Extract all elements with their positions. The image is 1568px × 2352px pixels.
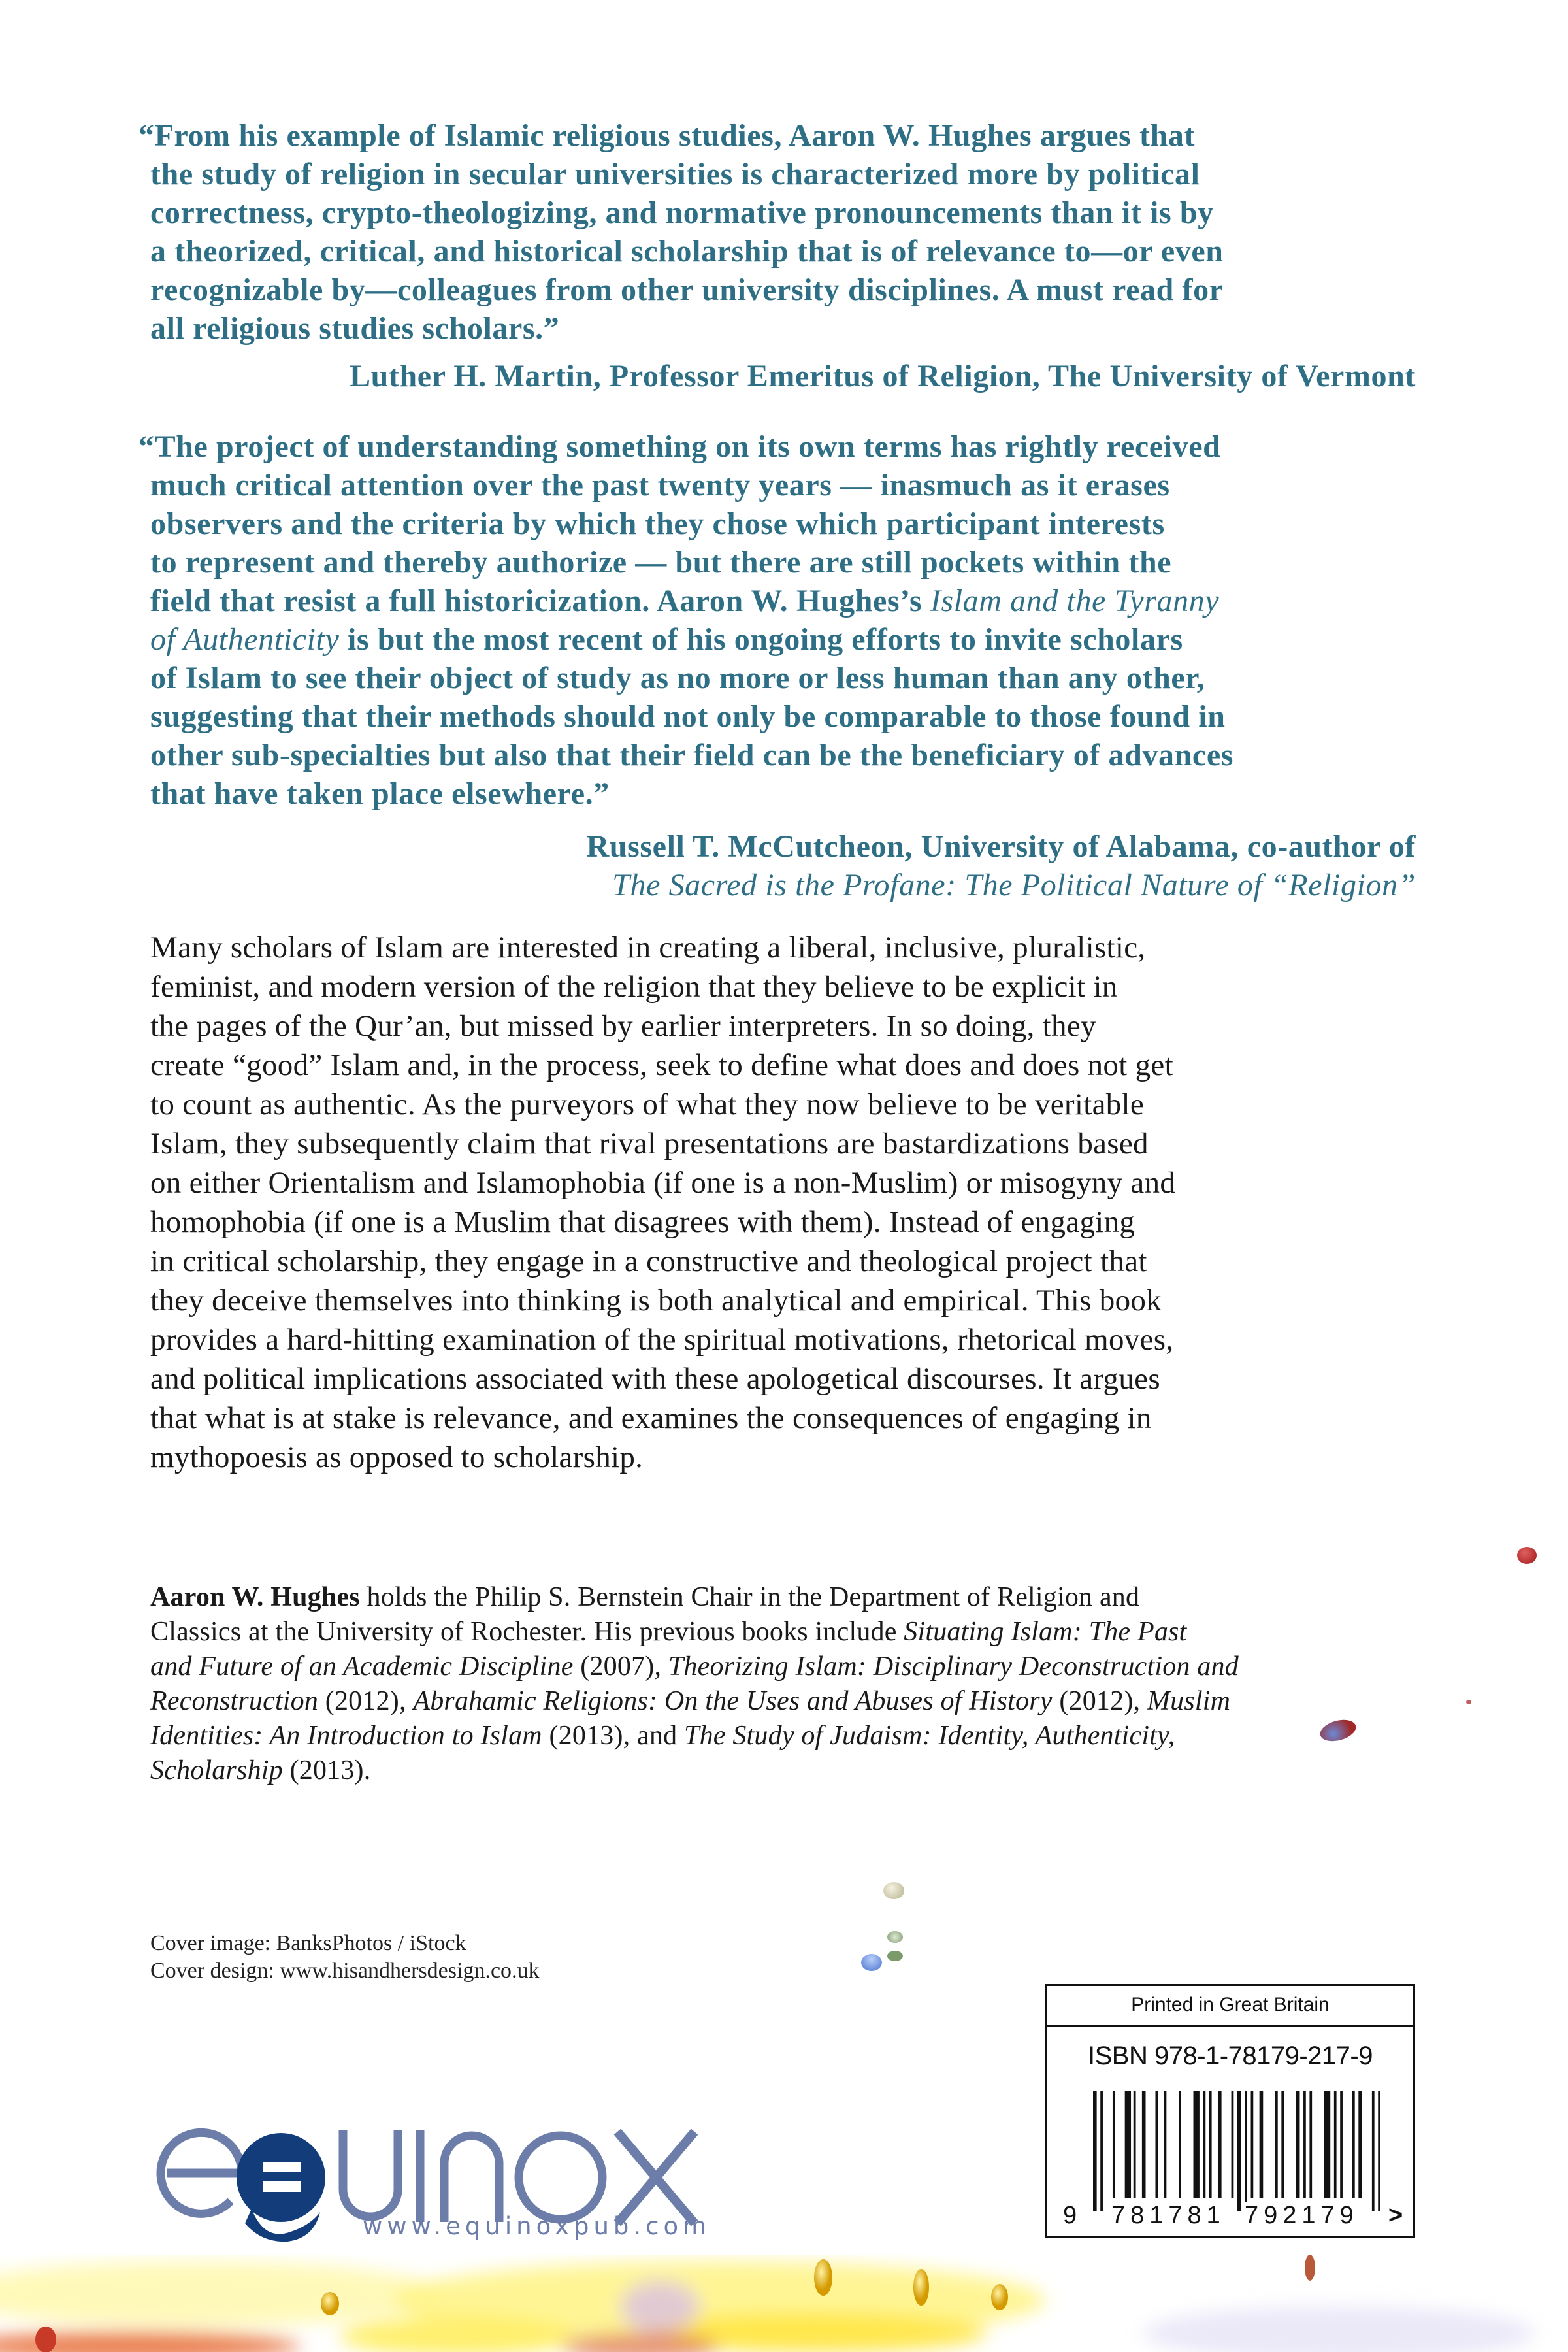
description-line: provides a hard-hitting examination of the spiritual motivations, rhetorical moves,: [150, 1323, 1174, 1357]
quote-line: correctness, crypto-theologizing, and normative pronouncements than it is by: [150, 195, 1214, 230]
bio-text: (2012),: [1052, 1686, 1147, 1716]
bio-text: holds the Philip S. Bernstein Chair in the Department of Religion and: [359, 1582, 1140, 1612]
bio-line: [150, 1580, 1139, 1615]
barcode-digits-right: 792179: [1245, 2202, 1359, 2229]
barcode-bar: [1164, 2091, 1167, 2198]
bio-line: [150, 1753, 370, 1788]
book-title: Scholarship: [150, 1755, 283, 1785]
barcode-bar: [1203, 2091, 1206, 2198]
barcode-bar: [1232, 2091, 1234, 2198]
quote-line: observers and the criteria by which they chose which participant interests: [150, 506, 1165, 541]
barcode-bar: [1378, 2091, 1380, 2211]
book-title: Abrahamic Religions: On the Uses and Abuses of History: [413, 1686, 1053, 1716]
quote-line: much critical attention over the past twenty years — inasmuch as it erases: [150, 468, 1170, 503]
barcode-bar: [1093, 2091, 1097, 2211]
quote-line: to represent and thereby authorize — but there are still pockets within the: [150, 545, 1172, 580]
description-line: they deceive themselves into thinking is both analytical and empirical. This book: [150, 1284, 1162, 1317]
barcode-bar: [1372, 2091, 1375, 2211]
description-line: create “good” Islam and, in the process, seek to define what does and does not get: [150, 1048, 1173, 1082]
barcode-bar: [1100, 2091, 1103, 2211]
book-title: The Sacred is the Profane: The Political Nature of “Religion”: [612, 868, 1416, 903]
book-title: of Authenticity: [150, 622, 340, 657]
quiet-zone-mark: >: [1388, 2202, 1403, 2229]
barcode-bar: [1194, 2091, 1200, 2198]
barcode-bar: [1251, 2091, 1254, 2198]
book-title: Muslim: [1147, 1686, 1231, 1716]
barcode-digits-left: 781781: [1111, 2202, 1226, 2229]
quote-attribution-source: [612, 866, 1416, 904]
quote-line: the study of religion in secular universities is characterized more by political: [150, 157, 1200, 191]
barcode-bar: [1155, 2091, 1158, 2198]
cover-design-credit: Cover design: www.hisandhersdesign.co.uk: [150, 1959, 540, 1983]
barcode-bar: [1142, 2091, 1146, 2198]
barcode-lead-digit: 9: [1063, 2202, 1077, 2229]
quote-line: [150, 620, 1431, 659]
barcode-bar: [1275, 2091, 1278, 2198]
quote-text: field that resist a full historicization. Aaron W. Hughes’s: [150, 584, 930, 618]
quote-line: suggesting that their methods should not only be comparable to those found in: [150, 699, 1226, 734]
droplet-decoration: [887, 1951, 903, 1961]
description-line: that what is at stake is relevance, and examines the consequences of engaging in: [150, 1401, 1152, 1435]
description-line: the pages of the Qur’an, but missed by earlier interpreters. In so doing, they: [150, 1009, 1096, 1043]
barcode-bar: [1352, 2091, 1355, 2198]
barcode-bar: [1134, 2091, 1136, 2198]
book-title: and Future of an Academic Discipline: [150, 1651, 574, 1681]
barcode-bar: [1209, 2091, 1212, 2198]
quote-line: of Islam to see their object of study as no more or less human than any other,: [150, 661, 1205, 695]
bio-line: [150, 1615, 1186, 1649]
book-title: Identities: An Introduction to Islam: [150, 1721, 542, 1751]
quote-line: other sub-specialties but also that their field can be the beneficiary of advances: [150, 738, 1234, 772]
quote-attribution: Luther H. Martin, Professor Emeritus of Religion, The University of Vermont: [350, 359, 1416, 393]
barcode-bar: [1125, 2091, 1131, 2198]
droplet-decoration: [887, 1931, 903, 1943]
description-line: mythopoesis as opposed to scholarship.: [150, 1440, 644, 1474]
droplet-decoration: [1466, 1700, 1471, 1704]
cover-image-credit: Cover image: BanksPhotos / iStock: [150, 1931, 466, 1955]
book-title: The Study of Judaism: Identity, Authenticity,: [684, 1721, 1175, 1751]
logo-letter-e: [161, 2132, 242, 2213]
barcode-bar: [1113, 2091, 1115, 2198]
isbn-barcode-box: [1045, 1984, 1415, 2238]
quote-text: is but the most recent of his ongoing efforts to invite scholars: [339, 622, 1183, 657]
printed-in-label: Printed in Great Britain: [1047, 1986, 1413, 2027]
barcode-bar: [1303, 2091, 1306, 2198]
droplet-decoration: [1517, 1547, 1537, 1564]
logo-q-mark: [237, 2133, 325, 2222]
bio-line: [150, 1684, 1230, 1719]
droplet-decoration: [861, 1954, 882, 1971]
quote-attribution: Russell T. McCutcheon, University of Alabama, co-author of: [586, 829, 1416, 864]
description-line: in critical scholarship, they engage in a constructive and theological project that: [150, 1244, 1147, 1278]
bio-line: [150, 1649, 1239, 1684]
quote-line: that have taken place elsewhere.”: [150, 776, 610, 811]
description-line: Many scholars of Islam are interested in creating a liberal, inclusive, pluralistic,: [150, 931, 1146, 965]
book-title: Theorizing Islam: Disciplinary Deconstruction and: [668, 1651, 1239, 1681]
description-line: to count as authentic. As the purveyors of what they now believe to be veritable: [150, 1087, 1145, 1121]
quote-line: recognizable by—colleagues from other university disciplines. A must read for: [150, 273, 1224, 307]
barcode-icon: [1093, 2091, 1380, 2211]
quote-line: all religious studies scholars.”: [150, 311, 560, 346]
barcode-bar: [1237, 2091, 1241, 2211]
description-line: Islam, they subsequently claim that rival presentations are bastardizations based: [150, 1127, 1149, 1161]
bio-text: (2012),: [318, 1686, 414, 1716]
barcode-bar: [1260, 2091, 1264, 2198]
description-line: feminist, and modern version of the religion that they believe to be explicit in: [150, 970, 1118, 1004]
publisher-url[interactable]: www.equinoxpub.com: [363, 2212, 711, 2240]
barcode-bar: [1179, 2091, 1181, 2198]
barcode-bar: [1245, 2091, 1247, 2211]
isbn-number: ISBN 978-1-78179-217-9: [1088, 2042, 1373, 2070]
quote-line: “From his example of Islamic religious studies, Aaron W. Hughes argues that: [139, 118, 1196, 153]
description-line: homophobia (if one is a Muslim that disagrees with them). Instead of engaging: [150, 1205, 1135, 1239]
book-title: Situating Islam: The Past: [904, 1617, 1187, 1647]
barcode-bar: [1324, 2091, 1330, 2198]
book-title: Reconstruction: [150, 1686, 319, 1716]
bio-text: (2007),: [573, 1651, 668, 1681]
barcode-bar: [1340, 2091, 1343, 2198]
bio-text: (2013), and: [542, 1721, 685, 1751]
barcode-bar: [1296, 2091, 1300, 2198]
author-name: Aaron W. Hughes: [150, 1582, 360, 1612]
description-line: and political implications associated with these apologetical discourses. It argues: [150, 1362, 1160, 1396]
quote-line: [150, 582, 1431, 620]
description-line: on either Orientalism and Islamophobia (if one is a non-Muslim) or misogyny and: [150, 1166, 1176, 1200]
barcode-bar: [1309, 2091, 1312, 2198]
bio-line: [150, 1719, 1175, 1753]
bio-text: Classics at the University of Rochester. His previous books include: [150, 1617, 904, 1647]
barcode-bar: [1218, 2091, 1222, 2198]
barcode-bar: [1358, 2091, 1362, 2198]
book-title: Islam and the Tyranny: [930, 584, 1220, 618]
droplet-decoration: [883, 1882, 904, 1899]
quote-line: a theorized, critical, and historical scholarship that is of relevance to—or even: [150, 234, 1224, 269]
barcode-bar: [1281, 2091, 1284, 2198]
quote-line: “The project of understanding something on its own terms has rightly received: [139, 429, 1221, 464]
barcode-bar: [1334, 2091, 1337, 2198]
bio-text: (2013).: [282, 1755, 371, 1785]
color-splash-decoration: [0, 2255, 1568, 2352]
droplet-decoration: [1318, 1716, 1358, 1744]
